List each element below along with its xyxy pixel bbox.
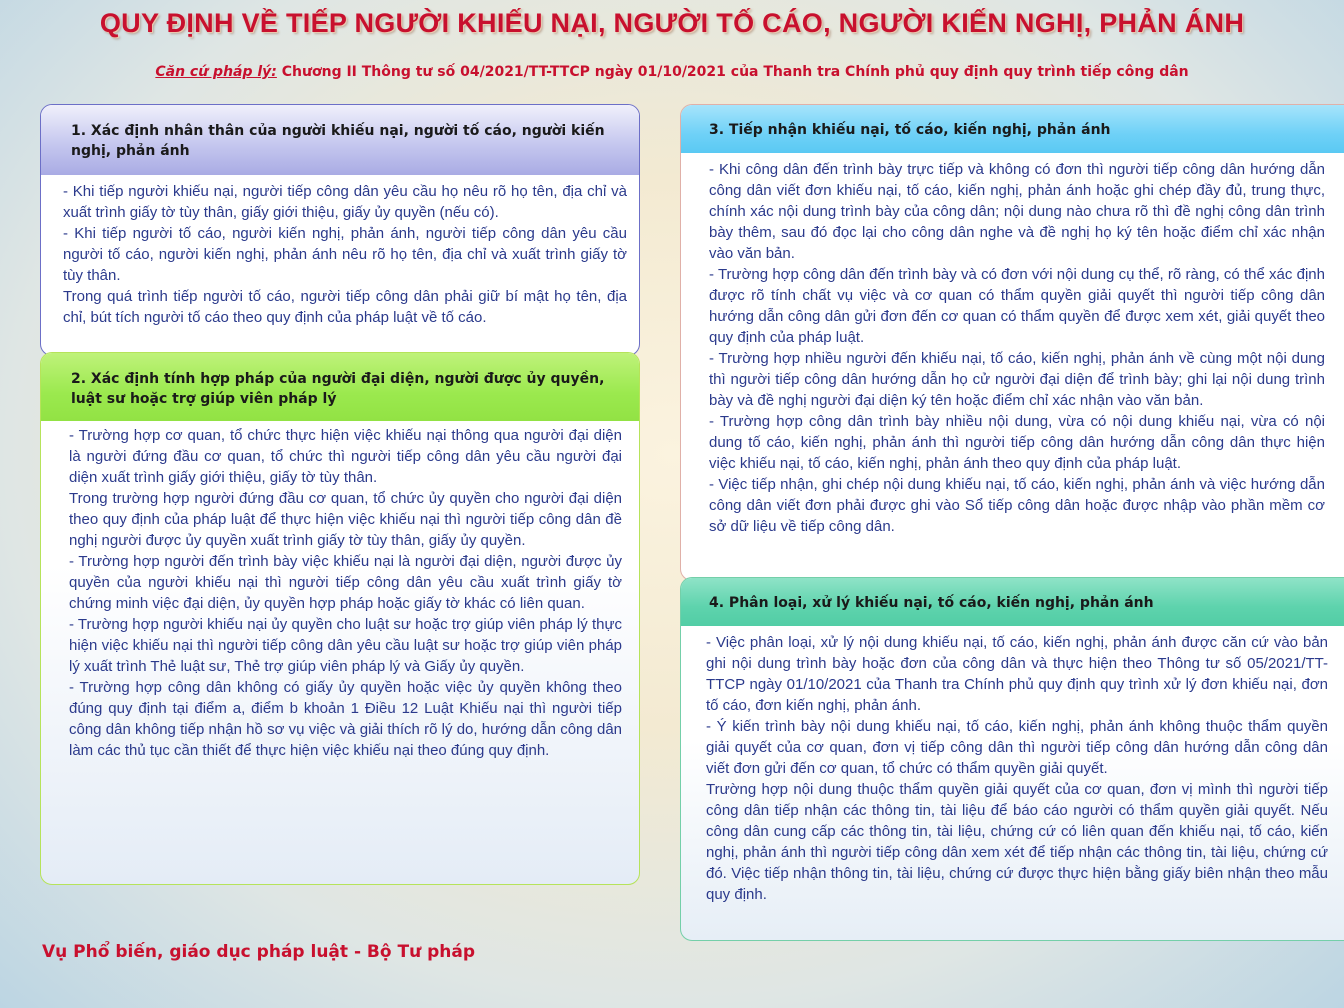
panel-heading: 4. Phân loại, xử lý khiếu nại, tố cáo, kiến nghị, phản ánh [681, 578, 1344, 626]
paragraph: - Trường hợp công dân trình bày nhiều nội dung, vừa có nội dung khiếu nại, vừa có nội dung tố cáo, kiến nghị, phản ánh thì người tiếp công dân hướng dẫn công dân thực hiện việc khiếu nại, tố cáo, kiến nghị, phản ánh theo quy định của pháp luật. [709, 413, 1325, 472]
panel-classify-handle [680, 577, 1344, 941]
page-title: QUY ĐỊNH VỀ TIẾP NGƯỜI KHIẾU NẠI, NGƯỜI TỐ CÁO, NGƯỜI KIẾN NGHỊ, PHẢN ÁNH [99, 8, 1245, 38]
legal-basis-label: Căn cứ pháp lý: [155, 64, 277, 80]
paragraph: - Khi tiếp người khiếu nại, người tiếp công dân yêu cầu họ nêu rõ họ tên, địa chỉ và xuất trình giấy tờ tùy thân, giấy giới thiệu, giấy ủy quyền (nếu có). [63, 183, 627, 221]
paragraph: - Trường hợp công dân không có giấy ủy quyền hoặc việc ủy quyền không theo đúng quy định tại điểm a, điểm b khoản 1 Điều 12 Luật Khiếu nại thì người tiếp công dân không tiếp nhận hồ sơ vụ việc và giải thích rõ lý do, hướng dẫn công dân làm các thủ tục cần thiết để thực hiện việc khiếu nại theo đúng quy định. [69, 679, 622, 759]
panel-body [63, 181, 627, 328]
panel-heading: 2. Xác định tính hợp pháp của người đại diện, người được ủy quyền, luật sư hoặc trợ giúp viên pháp lý [41, 353, 639, 421]
paragraph: - Khi công dân đến trình bày trực tiếp và không có đơn thì người tiếp công dân hướng dẫn công dân viết đơn khiếu nại, tố cáo, kiến nghị, phản ánh hoặc ghi chép đầy đủ, trung thực, chính xác nội dung trình bày của công dân; nội dung nào chưa rõ thì đề nghị công dân trình bày thêm, sau đó đọc lại cho công dân nghe và đề nghị họ ký tên hoặc điểm chỉ xác nhận vào văn bản. [709, 161, 1325, 262]
paragraph: - Trường hợp người khiếu nại ủy quyền cho luật sư hoặc trợ giúp viên pháp lý thực hiện việc khiếu nại thì người tiếp công dân yêu cầu luật sư hoặc trợ giúp viên pháp lý xuất trình Thẻ luật sư, Thẻ trợ giúp viên pháp lý và Giấy ủy quyền. [69, 616, 622, 675]
paragraph: - Việc tiếp nhận, ghi chép nội dung khiếu nại, tố cáo, kiến nghị, phản ánh và việc hướng dẫn công dân viết đơn phải được ghi vào Sổ tiếp công dân hoặc được nhập vào phần mềm cơ sở dữ liệu về tiếp công dân. [709, 476, 1325, 535]
paragraph: - Trường hợp người đến trình bày việc khiếu nại là người đại diện, người được ủy quyền của người khiếu nại thì người tiếp công dân yêu cầu xuất trình giấy tờ chứng minh việc đại diện, ủy quyền hợp pháp hoặc giấy tờ khác có liên quan. [69, 553, 622, 612]
legal-basis [0, 64, 1344, 80]
footer-organization: Vụ Phổ biến, giáo dục pháp luật - Bộ Tư pháp [42, 942, 476, 962]
paragraph: - Trường hợp nhiều người đến khiếu nại, tố cáo, kiến nghị, phản ánh về cùng một nội dung thì người tiếp công dân hướng dẫn họ cử người đại diện để trình bày; ghi lại nội dung trình bày và đề nghị người đại diện ký tên hoặc điểm chỉ xác nhận vào văn bản. [709, 350, 1325, 409]
legal-basis-text: Chương II Thông tư số 04/2021/TT-TTCP ngày 01/10/2021 của Thanh tra Chính phủ quy định quy trình tiếp công dân [276, 64, 1189, 80]
paragraph: - Khi tiếp người tố cáo, người kiến nghị, phản ánh, người tiếp công dân yêu cầu người tố cáo, người kiến nghị, phản ánh nêu rõ họ tên, địa chỉ và xuất trình giấy tờ tùy thân. [63, 225, 627, 284]
panel-heading: 3. Tiếp nhận khiếu nại, tố cáo, kiến nghị, phản ánh [681, 105, 1344, 153]
paragraph: - Trường hợp cơ quan, tổ chức thực hiện việc khiếu nại thông qua người đại diện là người đứng đầu cơ quan, tổ chức thì người tiếp công dân yêu cầu người đại diện xuất trình giấy giới thiệu, giấy tờ tùy thân. [69, 427, 622, 486]
panel-body [69, 425, 622, 761]
panel-body [706, 632, 1328, 905]
panel-receive-complaints [680, 104, 1344, 581]
paragraph: Trường hợp nội dung thuộc thẩm quyền giải quyết của cơ quan, đơn vị mình thì người tiếp công dân tiếp nhận các thông tin, tài liệu để báo cáo người có thẩm quyền giải quyết. Nếu công dân cung cấp các thông tin, tài liệu, chứng cứ có liên quan đến khiếu nại, tố cáo, kiến nghị, phản ánh thì người tiếp công dân xem xét để tiếp nhận các thông tin, tài liệu, chứng cứ đó. Việc tiếp nhận thông tin, tài liệu, chứng cứ được thực hiện bằng giấy biên nhận theo mẫu quy định. [706, 781, 1328, 903]
panel-identify-person [40, 104, 640, 356]
paragraph: Trong trường hợp người đứng đầu cơ quan, tổ chức ủy quyền cho người đại diện theo quy định của pháp luật để thực hiện việc khiếu nại thì người tiếp công dân đề nghị người được ủy quyền xuất trình giấy tờ tùy thân, giấy ủy quyền. [69, 490, 622, 549]
paragraph: - Trường hợp công dân đến trình bày và có đơn với nội dung cụ thể, rõ ràng, có thể xác định được rõ tính chất vụ việc và cơ quan có thẩm quyền giải quyết thì người tiếp công dân hướng dẫn công dân gửi đơn đến cơ quan có thẩm quyền để được xem xét, giải quyết theo quy định của pháp luật. [709, 266, 1325, 346]
paragraph: - Ý kiến trình bày nội dung khiếu nại, tố cáo, kiến nghị, phản ánh không thuộc thẩm quyền giải quyết của cơ quan, đơn vị tiếp công dân thì người tiếp công dân hướng dẫn công dân viết đơn gửi đến cơ quan, tổ chức có thẩm quyền giải quyết. [706, 718, 1328, 777]
panel-body [709, 159, 1325, 537]
panel-heading: 1. Xác định nhân thân của người khiếu nại, người tố cáo, người kiến nghị, phản ánh [41, 105, 639, 175]
panel-legality-representative [40, 352, 640, 885]
paragraph: - Việc phân loại, xử lý nội dung khiếu nại, tố cáo, kiến nghị, phản ánh được căn cứ vào bản ghi nội dung trình bày hoặc đơn của công dân và thực hiện theo Thông tư số 05/2021/TT-TTCP ngày 01/10/2021 của Thanh tra Chính phủ quy định quy trình xử lý đơn khiếu nại, đơn tố cáo, đơn kiến nghị, phản ánh. [706, 634, 1328, 714]
paragraph: Trong quá trình tiếp người tố cáo, người tiếp công dân phải giữ bí mật họ tên, địa chỉ, bút tích người tố cáo theo quy định của pháp luật về tố cáo. [63, 288, 627, 326]
